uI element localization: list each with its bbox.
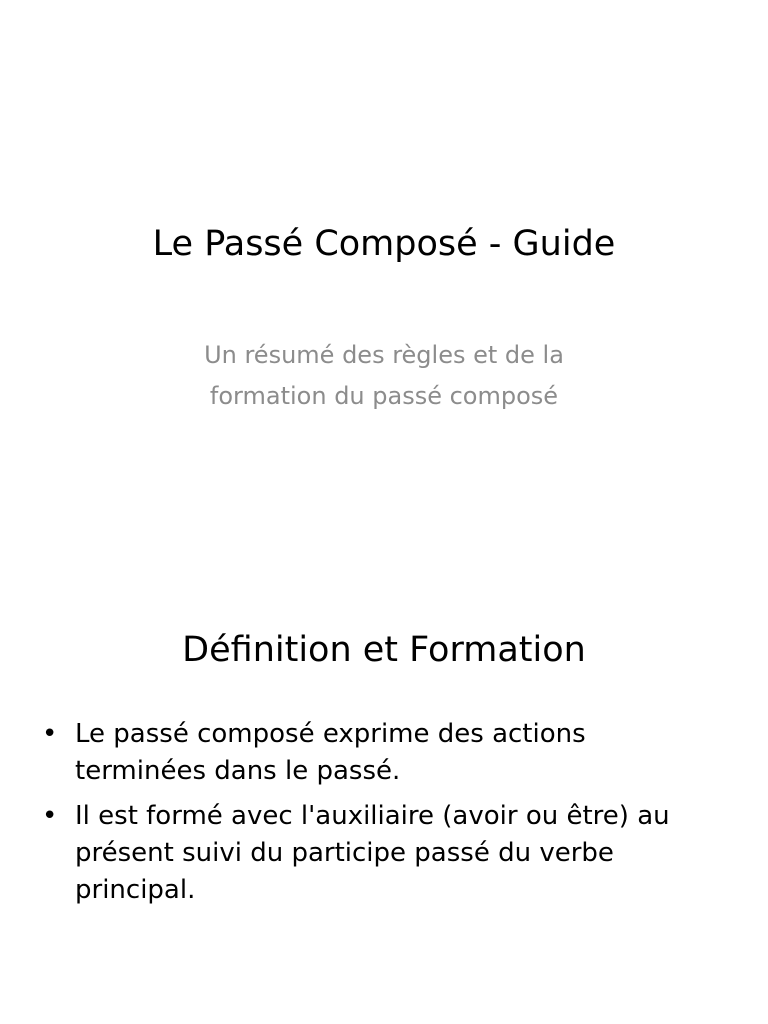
- section-title: Définition et Formation: [182, 630, 586, 670]
- bullet-text-line: terminées dans le passé.: [75, 756, 401, 786]
- bullet-marker: •: [42, 801, 58, 831]
- bullet-text-line: Le passé composé exprime des actions: [75, 719, 586, 749]
- bullet-text-line: Il est formé avec l'auxiliaire (avoir ou être) au: [75, 801, 670, 831]
- bullet-list: [42, 716, 732, 917]
- bullet-text-line: présent suivi du participe passé du verbe: [75, 838, 614, 868]
- subtitle-line: formation du passé composé: [209, 382, 559, 410]
- slide-title: Le Passé Composé - Guide: [152, 224, 616, 264]
- bullet-marker: •: [42, 719, 58, 749]
- bullet-item: [42, 716, 732, 790]
- bullet-text-line: principal.: [75, 875, 196, 905]
- subtitle-line: Un résumé des règles et de la: [204, 341, 564, 369]
- content-slide: [0, 512, 768, 1024]
- bullet-item: [42, 798, 732, 909]
- slide-subtitle: [134, 335, 634, 417]
